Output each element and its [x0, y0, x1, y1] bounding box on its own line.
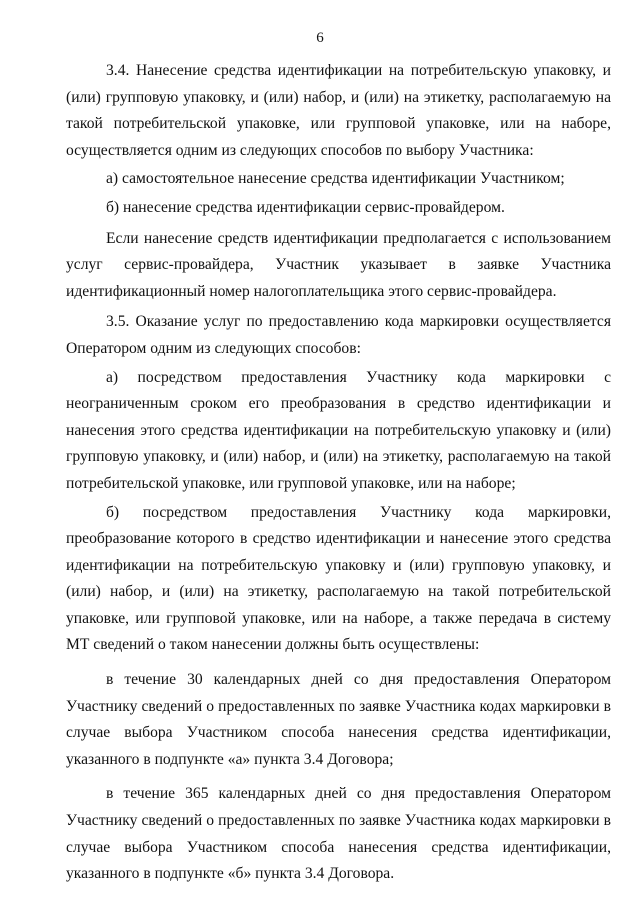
paragraph-term-365-days: в течение 365 календарных дней со дня предоставления Оператором Участнику сведений о предоставленных по заявке Участника кодах маркировки в случае выбора Участником способа нанесения средства идентификации, указанного в подпункте «б» пункта 3.4 Договора.	[66, 785, 611, 883]
paragraph-service-provider: Если нанесение средств идентификации предполагается с использованием услуг сервис-провайдера, Участник указывает в заявке Участника идентификационный номер налогоплательщика этого сервис-провайдера.	[66, 229, 611, 300]
paragraph-3-4-option-b: б) нанесение средства идентификации сервис-провайдером.	[106, 198, 505, 216]
paragraph-3-5-option-a: а) посредством предоставления Участнику кода маркировки с неограниченным сроком его преобразования в средство идентификации и нанесения этого средства идентификации на потребительскую упаковку и (или) групповую упаковку, и (или) набор, и (или) на этикетку, располагаемую на такой потребительской упаковке, или групповой упаковке, или на наборе;	[66, 368, 611, 492]
document-body	[66, 58, 611, 888]
paragraph-3-4-option-a: а) самостоятельное нанесение средства идентификации Участником;	[106, 170, 565, 188]
paragraph-3-5: 3.5. Оказание услуг по предоставлению кода маркировки осуществляется Оператором одним из следующих способов:	[66, 313, 611, 357]
paragraph-3-4: 3.4. Нанесение средства идентификации на потребительскую упаковку, и (или) групповую упаковку, и (или) набор, и (или) на этикетку, располагаемую на такой потребительской упаковке, или групповой упаковке, или на наборе, осуществляется одним из следующих способов по выбору Участника:	[66, 62, 611, 159]
paragraph-term-30-days: в течение 30 календарных дней со дня предоставления Оператором Участнику сведений о предоставленных по заявке Участника кодах маркировки в случае выбора Участником способа нанесения средства идентификации, указанного в подпункте «а» пункта 3.4 Договора;	[66, 671, 611, 768]
paragraph-3-5-option-b: б) посредством предоставления Участнику кода маркировки, преобразование которого в средство идентификации и нанесение этого средства идентификации на потребительскую упаковку и (или) групповую упаковку, и (или) набор, и (или) на этикетку, располагаемую на такой потребительской упаковке, или групповой упаковке, или на наборе, а также передача в систему МТ сведений о таком нанесении должны быть осуществлены:	[66, 503, 611, 654]
page-number: 6	[316, 30, 324, 46]
